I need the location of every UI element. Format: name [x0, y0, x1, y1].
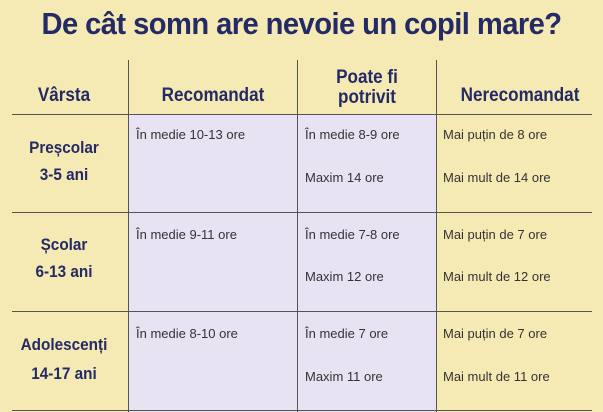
- maybe-column-bg: [298, 114, 436, 412]
- not-recommended-cell-less: Mai puțin de 8 ore: [443, 127, 548, 142]
- header-maybe-line2: potrivit: [338, 87, 396, 108]
- recommended-cell: În medie 8-10 ore: [136, 326, 238, 341]
- maybe-cell-average: În medie 8-9 ore: [305, 127, 400, 142]
- not-recommended-cell-more: Mai mult de 11 ore: [443, 369, 550, 384]
- maybe-cell-max: Maxim 14 ore: [305, 170, 384, 185]
- row-divider: [12, 212, 592, 213]
- row-divider: [12, 311, 592, 312]
- column-divider: [128, 60, 129, 412]
- age-group-label: Școlar: [40, 235, 88, 254]
- maybe-cell-average: În medie 7-8 ore: [305, 227, 400, 242]
- not-recommended-cell-more: Mai mult de 12 ore: [443, 269, 551, 284]
- maybe-cell-average: În medie 7 ore: [305, 326, 389, 341]
- header-maybe-line1: Poate fi: [336, 67, 398, 88]
- recommended-column-bg: [129, 114, 297, 412]
- row-divider: [12, 114, 592, 115]
- recommended-cell: În medie 10-13 ore: [136, 127, 246, 142]
- not-recommended-cell-less: Mai puțin de 7 ore: [443, 227, 548, 242]
- age-range-label: 6-13 ani: [35, 262, 93, 281]
- column-divider: [436, 60, 437, 412]
- age-range-label: 3-5 ani: [39, 165, 89, 184]
- maybe-cell-max: Maxim 11 ore: [305, 369, 383, 384]
- age-range-label: 14-17 ani: [31, 364, 97, 383]
- not-recommended-cell-less: Mai puțin de 7 ore: [443, 326, 548, 341]
- recommended-cell: În medie 9-11 ore: [136, 227, 237, 242]
- not-recommended-cell-more: Mai mult de 14 ore: [443, 170, 551, 185]
- header-age: Vârsta: [37, 85, 91, 106]
- age-group-label: Adolescenți: [20, 335, 108, 354]
- sleep-table: [0, 58, 603, 412]
- row-divider: [12, 410, 592, 411]
- header-recommended: Recomandat: [161, 85, 265, 106]
- maybe-cell-max: Maxim 12 ore: [305, 269, 384, 284]
- header-not-recommended: Nerecomandat: [460, 85, 580, 106]
- column-divider: [297, 60, 298, 412]
- page-title: De cât somn are nevoie un copil mare?: [41, 6, 562, 41]
- age-group-label: Preșcolar: [29, 138, 99, 157]
